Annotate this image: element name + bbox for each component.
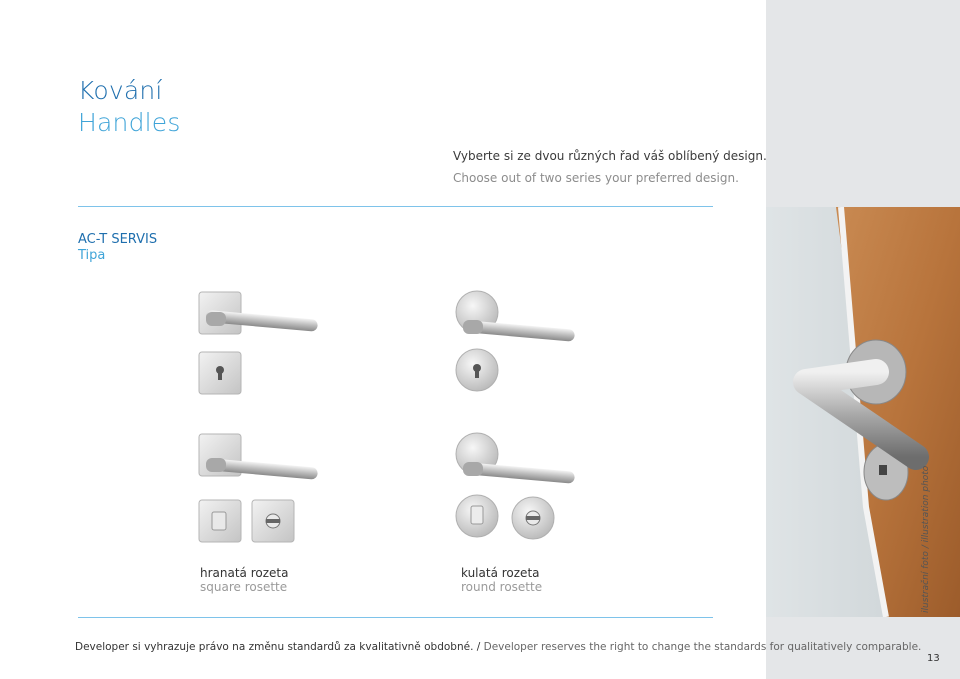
caption-round-rosette-english: round rosette [461,580,543,594]
photo-credit: ilustrační foto / illustration photo [921,465,931,613]
square-handle-wc-image [196,432,336,552]
page-title-czech: Kování [78,76,163,105]
divider-top [78,206,713,207]
square-handle-keyhole-image [196,290,326,400]
footer-disclaimer [75,641,921,653]
round-handle-keyhole-image [453,290,583,400]
divider-bottom [78,617,713,618]
caption-round-rosette-czech: kulatá rozeta [461,566,540,580]
page-title-english: Handles [78,108,181,137]
intro-text-czech: Vyberte si ze dvou různých řad váš oblíbený design. [453,149,767,163]
intro-text-english: Choose out of two series your preferred design. [453,171,739,185]
series-name: Tipa [78,248,106,263]
caption-square-rosette-english: square rosette [200,580,288,594]
round-handle-wc-image [453,432,593,552]
page-number: 13 [927,653,940,664]
footer-disclaimer-english: Developer reserves the right to change the standards for qualitatively comparable. [483,641,922,653]
footer-disclaimer-czech: Developer si vyhrazuje právo na změnu standardů za kvalitativně obdobné. [75,641,474,653]
brand-name: AC-T SERVIS [78,232,158,247]
caption-square-rosette-czech: hranatá rozeta [200,566,289,580]
footer-separator: / [473,641,484,653]
